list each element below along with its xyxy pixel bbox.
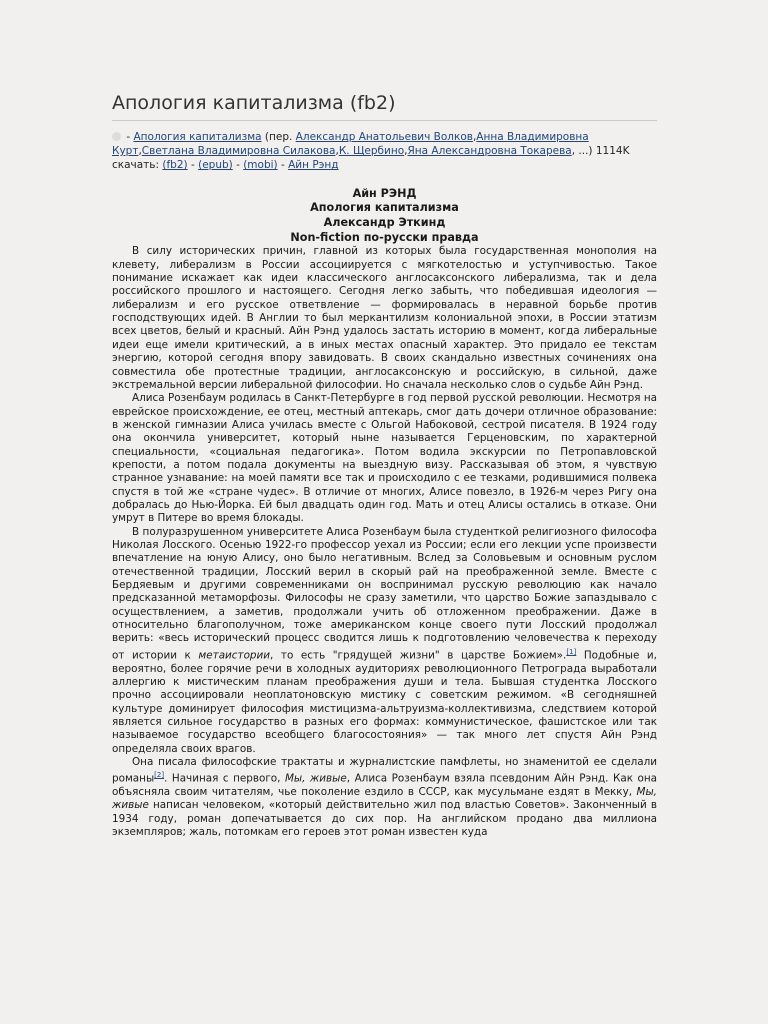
rating-icon <box>112 132 121 141</box>
book-title-heading: Апология капитализма <box>310 201 459 215</box>
preface-title-heading: Non-fiction по-русски правда <box>290 230 479 244</box>
book-meta <box>112 130 657 173</box>
paragraph: В полуразрушенном университете Алиса Розенбаум была студенткой религиозного философа Николая Лосского. Осенью 1922-го профессор уехал из России; если его лекции успе произвести впечатление на юную Алису, оно было негативным. Вслед за Соловьевым и основным руслом отечественной традиции, Лосский верил в скорый рай на преображенной земле. Вместе с Бердяевым и другими современниками он воспринимал русскую революцию как начало предсказанной метаморфозы. Философы не сразу заметили, что царство Божие запаздывало с осуществлением, а заметив, продолжали учить об отложенном преображении. Даже в относительно благополучном, тоже американском конце своего пути Лосский продолжал верить: «весь исторический процесс сводится лишь к подготовлению человечества к переходу от истории к метаистории, то есть "грядущей жизни" в царстве Божием».[1] Подобные и, вероятно, более горячие речи в холодных аудиториях революционного Петрограда выработали аллергию к мистическим планам преображения души и тела. Бывшая студентка Лосского прочно ассоциировали неоплатоновскую мистику с советским режимом. «В сегодняшней культуре доминирует философия мистицизма-альтруизма-коллективизма, следствием которой является сильное государство в разных его формах: коммунистическое, фашистское или так называемое государство всеобщего благосостояния» — так много лет спустя Айн Рэнд определяла своих врагов. <box>112 525 657 755</box>
translator-link[interactable]: Анна Владимировна Курт <box>112 131 589 158</box>
book-page <box>112 92 657 839</box>
footnote-link[interactable]: [2] <box>154 771 165 780</box>
paragraph: Она писала философские трактаты и журналистские памфлеты, но знаменитой ее сделали романы[2]. Начиная с первого, Мы, живые, Алиса Розенбаум взяла псевдоним Айн Рэнд. Как она объясняла своим читателям, чье поколение ездило в СССР, как мусульмане ездят в Мекку, Мы, живые написан человеком, «который действительно жил под властью Советов». Законченный в 1934 году, роман допечатывается до сих пор. На английском продано два миллиона экземпляров; жаль, потомкам его героев этот роман известен куда <box>112 755 658 839</box>
translators-prefix: (пер. <box>261 131 296 143</box>
translator-link[interactable]: Светлана Владимировна Силакова <box>141 145 336 158</box>
separator: , <box>404 145 408 158</box>
footnote-link[interactable]: [1] <box>566 647 577 656</box>
book-headings <box>112 187 657 246</box>
translator-link[interactable]: Александр Анатольевич Волков <box>295 131 473 143</box>
download-fb2-link[interactable]: (fb2) <box>162 159 188 172</box>
translator-link[interactable]: Яна Александровна Токарева <box>407 145 572 158</box>
book-link[interactable]: Апология капитализма <box>133 131 262 143</box>
separator: - <box>232 159 244 172</box>
separator: , <box>138 145 142 158</box>
translator-link[interactable]: К. Щербино <box>338 145 405 158</box>
author-heading: Айн РЭНД <box>352 186 417 200</box>
file-size-text: , ...) 1114K скачать: <box>112 145 630 172</box>
page-title: Апология капитализма (fb2) <box>112 92 657 121</box>
separator: - <box>277 159 289 172</box>
separator: - <box>187 159 199 172</box>
separator: , <box>335 145 339 158</box>
book-text <box>112 245 657 839</box>
download-mobi-link[interactable]: (mobi) <box>243 159 278 172</box>
author-link[interactable]: Айн Рэнд <box>288 159 339 172</box>
paragraph: В силу исторических причин, главной из которых была государственная монополия на клевету, либерализм в России ассоциируется с мягкотелостью и уступчивостью. Такое понимание искажает как идеи классического англосаксонского либерализма, так и дела российского прошлого и настоящего. Сегодня легко забыть, что победившая идеология — либерализм и его русское ответвление — формировалась в неравной борьбе против господствующих идей. В Англии то был меркантилизм колониальной эпохи, в России этатизм всех цветов, белый и красный. Айн Рэнд удалось застать историю в момент, когда либеральные идеи еще имели критический, а в иных местах опасный характер. Это придало ее текстам энергию, которой сегодня впору завидовать. В своих скандально известных сочинениях она совместила обе протестные традиции, англосаксонскую и российскую, в сильной, даже экстремальной версии либеральной философии. Но сначала несколько слов о судьбе Айн Рэнд. <box>112 245 657 391</box>
download-epub-link[interactable]: (epub) <box>198 159 233 172</box>
paragraph: Алиса Розенбаум родилась в Санкт-Петербурге в год первой русской революции. Несмотря на еврейское происхождение, ее отец, местный аптекарь, смог дать дочери отличное образование: в женской гимназии Алиса училась вместе с Ольгой Набоковой, сестрой писателя. В 1924 году она окончила университет, который ныне называется Герценовским, по характерной специальности, «социальная педагогика». Потом водила экскурсии по Петропавловской крепости, а потом подала документы на выездную визу. Рассказывая об этом, я чувствую странное узнавание: на моей памяти все так и происходило с ее тезками, родившимися полвека спустя в той же «стране чудес». В отличие от многих, Алисе повезло, в 1926-м через Ригу она добралась до Нью-Йорка. Ей был двадцать один год. Мать и отец Алисы остались в отказе. Они умрут в Питере во время блокады. <box>112 392 657 525</box>
preface-author-heading: Александр Эткинд <box>323 216 446 230</box>
separator: , <box>472 131 477 143</box>
separator: - <box>123 131 134 143</box>
